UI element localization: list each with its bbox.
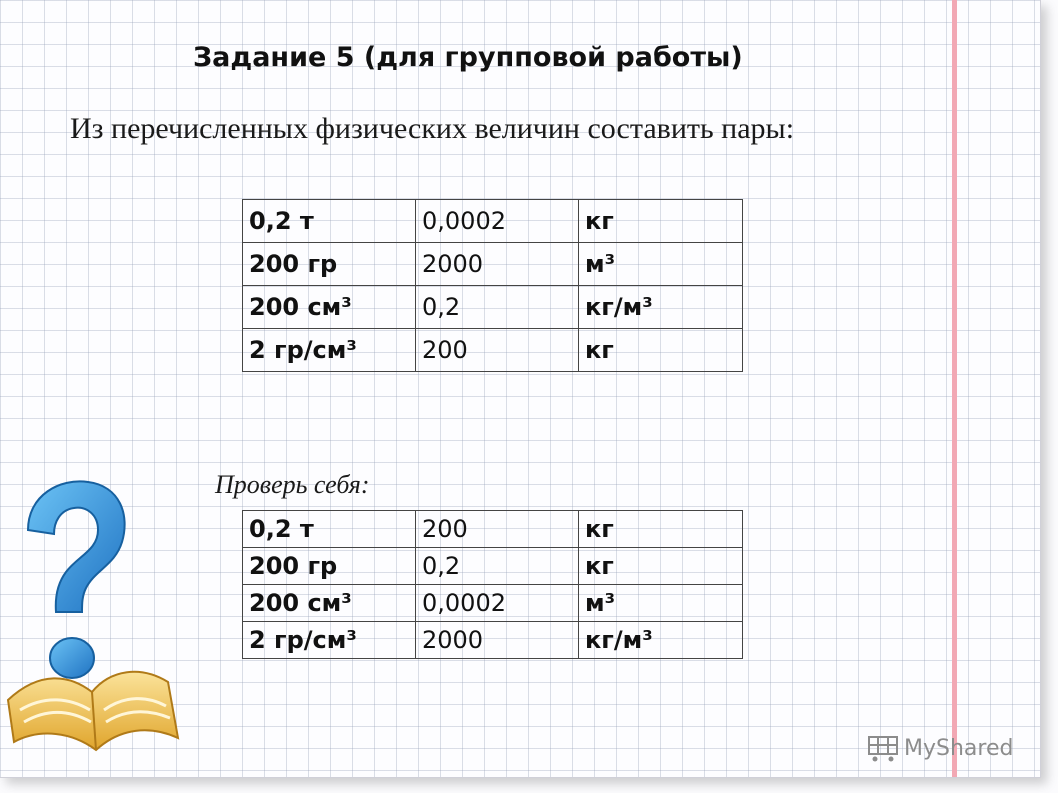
cart-icon bbox=[866, 733, 900, 763]
table-cell: кг/м³ bbox=[579, 622, 743, 659]
notebook-margin-line bbox=[952, 0, 957, 777]
table-row bbox=[243, 622, 743, 659]
table-cell: м³ bbox=[579, 585, 743, 622]
table-cell: кг bbox=[579, 548, 743, 585]
table-cell: 2000 bbox=[416, 622, 579, 659]
answer-table bbox=[242, 510, 743, 659]
table-cell: 200 гр bbox=[243, 548, 416, 585]
table-cell: 200 гр bbox=[243, 243, 416, 286]
table-cell: 2 гр/см³ bbox=[243, 622, 416, 659]
table-cell: 200 см³ bbox=[243, 286, 416, 329]
table-cell: 200 bbox=[416, 511, 579, 548]
table-cell: 200 bbox=[416, 329, 579, 372]
table-row bbox=[243, 243, 743, 286]
check-yourself-label: Проверь себя: bbox=[215, 470, 370, 499]
page-title: Задание 5 (для групповой работы) bbox=[193, 42, 743, 73]
table-cell: 0,0002 bbox=[416, 200, 579, 243]
table-cell: кг/м³ bbox=[579, 286, 743, 329]
table-row bbox=[243, 286, 743, 329]
table-cell: 0,0002 bbox=[416, 585, 579, 622]
table-row bbox=[243, 329, 743, 372]
table-cell: 2 гр/см³ bbox=[243, 329, 416, 372]
task-table bbox=[242, 199, 743, 372]
instruction-text: Из перечисленных физических величин составить пары: bbox=[70, 112, 795, 145]
table-row bbox=[243, 548, 743, 585]
table-row bbox=[243, 200, 743, 243]
question-book-icon bbox=[0, 470, 200, 770]
table-cell: 0,2 т bbox=[243, 200, 416, 243]
table-cell: кг bbox=[579, 511, 743, 548]
table-cell: кг bbox=[579, 200, 743, 243]
table-cell: кг bbox=[579, 329, 743, 372]
table-row bbox=[243, 511, 743, 548]
table-cell: 0,2 т bbox=[243, 511, 416, 548]
table-cell: м³ bbox=[579, 243, 743, 286]
watermark bbox=[866, 728, 1036, 768]
table-cell: 2000 bbox=[416, 243, 579, 286]
table-cell: 0,2 bbox=[416, 286, 579, 329]
watermark-text: MyShared bbox=[904, 735, 1014, 761]
table-cell: 0,2 bbox=[416, 548, 579, 585]
table-row bbox=[243, 585, 743, 622]
table-cell: 200 см³ bbox=[243, 585, 416, 622]
